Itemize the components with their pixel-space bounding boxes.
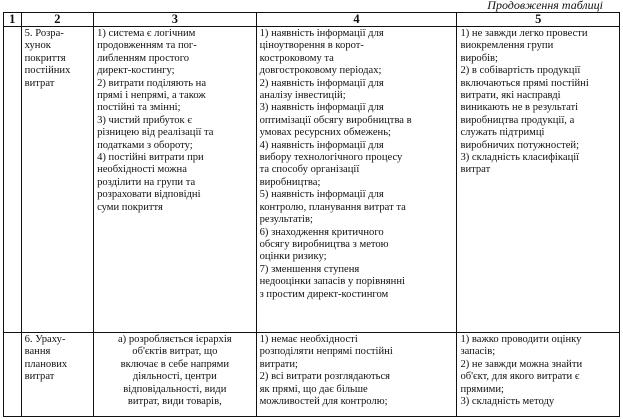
cell-text-line: 3) складність методу <box>460 396 555 408</box>
advantages-cell <box>94 27 257 333</box>
cell-text-line: відповідальності, види <box>123 383 227 395</box>
column-number-4: 4 <box>256 13 457 27</box>
disadvantages-cell <box>457 333 620 417</box>
cell-text-line: 1) система є логічним <box>97 28 196 39</box>
table-row <box>4 333 620 417</box>
advantages-cell <box>94 333 257 417</box>
information-cell <box>256 333 457 417</box>
cell-text-line: а) розробляється ієрархія <box>117 334 232 345</box>
cell-text-line: 2) всі витрати розглядаються <box>259 371 391 383</box>
cell-text-line: ціноутворення в корот- <box>259 40 364 52</box>
cell-text-line: продовженням та пог- <box>97 40 197 52</box>
column-number-row <box>4 13 620 27</box>
cell-text-line: довгостроковому періодах; <box>259 65 382 77</box>
cell-text-line: та способу організації <box>259 164 360 176</box>
cell-text-line: 1) не завжди легко провести <box>460 28 588 39</box>
cell-text-line: 6. Ураху- <box>24 334 66 345</box>
cell-text-line: служать підтримці <box>460 127 545 139</box>
cell-text-line: обсягу виробництва з метою <box>259 238 389 250</box>
cell-text-line: 6) знаходження критичного <box>259 226 384 238</box>
table-continuation-caption: Продовження таблиці <box>487 0 603 12</box>
cell-text-line: як прямі, що дає більше <box>259 383 368 395</box>
cell-text-line: 1) важко проводити оцінку <box>460 334 582 345</box>
cell-text-line: об'єктів витрат, що <box>132 346 218 358</box>
cell-text-line: розраховати відповідні <box>97 189 201 201</box>
cell-text-line: недооцінки запасів у порівнянні <box>259 276 405 288</box>
cell-text-line: оптимізації обсягу виробництва в <box>259 114 412 126</box>
cell-text-line: виробництва продукції, а <box>460 114 575 126</box>
cell-text-line: 4) наявність інформації для <box>259 139 384 151</box>
cell-text-line: запасів; <box>460 346 496 358</box>
cell-text-line: 2) в собівартість продукції <box>460 65 581 77</box>
cell-text-line: покриття <box>24 52 66 64</box>
cell-text-line: витрат <box>24 77 55 89</box>
column-number-5: 5 <box>457 13 620 27</box>
cell-text-line: включаються прямі постійні <box>460 77 589 89</box>
cell-text-line: суми покриття <box>97 201 163 213</box>
cell-text-line: виробничих потужностей; <box>460 139 580 151</box>
cell-text-line: 3) складність класифікації <box>460 152 580 164</box>
cell-text-line: витрат <box>24 371 55 383</box>
column-number-2: 2 <box>21 13 93 27</box>
column-number-1: 1 <box>4 13 22 27</box>
cell-text-line: 3) наявність інформації для <box>259 102 384 114</box>
cell-text-line: розподіляти непрямі постійні <box>259 346 393 358</box>
cell-text-line: постійні та змінні; <box>97 102 181 114</box>
cell-text-line: аналізу інвестицій; <box>259 90 346 102</box>
cell-text-line: результатів; <box>259 214 313 226</box>
cell-text-line: можливостей для контролю; <box>259 396 388 408</box>
cell-text-line: директ-костингу; <box>97 65 175 77</box>
cell-text-line: 2) наявність інформації для <box>259 77 384 89</box>
cell-text-line: 4) постійні витрати при <box>97 152 204 164</box>
cell-text-line: 2) не завжди можна знайти <box>460 358 583 370</box>
cell-text-line: необхідності можна <box>97 164 187 176</box>
row-number-cell <box>4 27 22 333</box>
cell-text-line: виокремлення групи <box>460 40 554 52</box>
cell-text-line: різницею від реалізації та <box>97 127 214 139</box>
cell-text-line: витрат <box>460 164 491 176</box>
cell-text-line: костроковому та <box>259 52 334 64</box>
row-number-cell <box>4 333 22 417</box>
cell-text-line: 5) наявність інформації для <box>259 189 384 201</box>
cell-text-line: витрати, які насправді <box>460 90 561 102</box>
cell-text-line: вання <box>24 346 51 358</box>
cell-text-line: вибору технологічного процесу <box>259 152 403 164</box>
cell-text-line: 3) чистий прибуток є <box>97 114 192 126</box>
cell-text-line: 2) витрати поділяють на <box>97 77 207 89</box>
cell-text-line: оцінки ризику; <box>259 251 327 263</box>
cell-text-line: витрати; <box>259 358 298 370</box>
cell-text-line: планових <box>24 358 68 370</box>
cell-text-line: виникають не в результаті <box>460 102 579 114</box>
cell-text-line: постійних <box>24 65 71 77</box>
cell-text-line: контролю, планування витрат та <box>259 201 406 213</box>
cell-text-line: хунок <box>24 40 51 52</box>
method-title-cell <box>21 27 93 333</box>
cell-text-line: розділити на групи та <box>97 176 196 188</box>
cell-text-line: 5. Розра- <box>24 28 64 39</box>
cell-text-line: прямі і непрямі, а також <box>97 90 206 102</box>
cell-text-line: либленням простого <box>97 52 190 64</box>
cell-text-line: об'єкт, для якого витрати є <box>460 371 580 383</box>
cell-text-line: прямими; <box>460 383 504 395</box>
cell-text-line: податками з обороту; <box>97 139 193 151</box>
cell-text-line: діяльності, центри <box>132 371 217 383</box>
column-number-3: 3 <box>94 13 257 27</box>
cell-text-line: виробництва; <box>259 176 321 188</box>
cell-text-line: витрат, види товарів, <box>127 396 222 408</box>
cell-text-line: 1) немає необхідності <box>259 334 358 345</box>
cell-text-line: умовах ресурсних обмежень; <box>259 127 391 139</box>
comparison-table <box>3 12 620 417</box>
method-title-cell <box>21 333 93 417</box>
cell-text-line: виробів; <box>460 52 498 64</box>
cell-text-line: з простим директ-костингом <box>259 288 389 300</box>
cell-text-line: 1) наявність інформації для <box>259 28 384 39</box>
cell-text-line: 7) зменшення ступеня <box>259 263 360 275</box>
disadvantages-cell <box>457 27 620 333</box>
cell-text-line: включає в себе напрями <box>120 358 230 370</box>
information-cell <box>256 27 457 333</box>
table-row <box>4 27 620 333</box>
